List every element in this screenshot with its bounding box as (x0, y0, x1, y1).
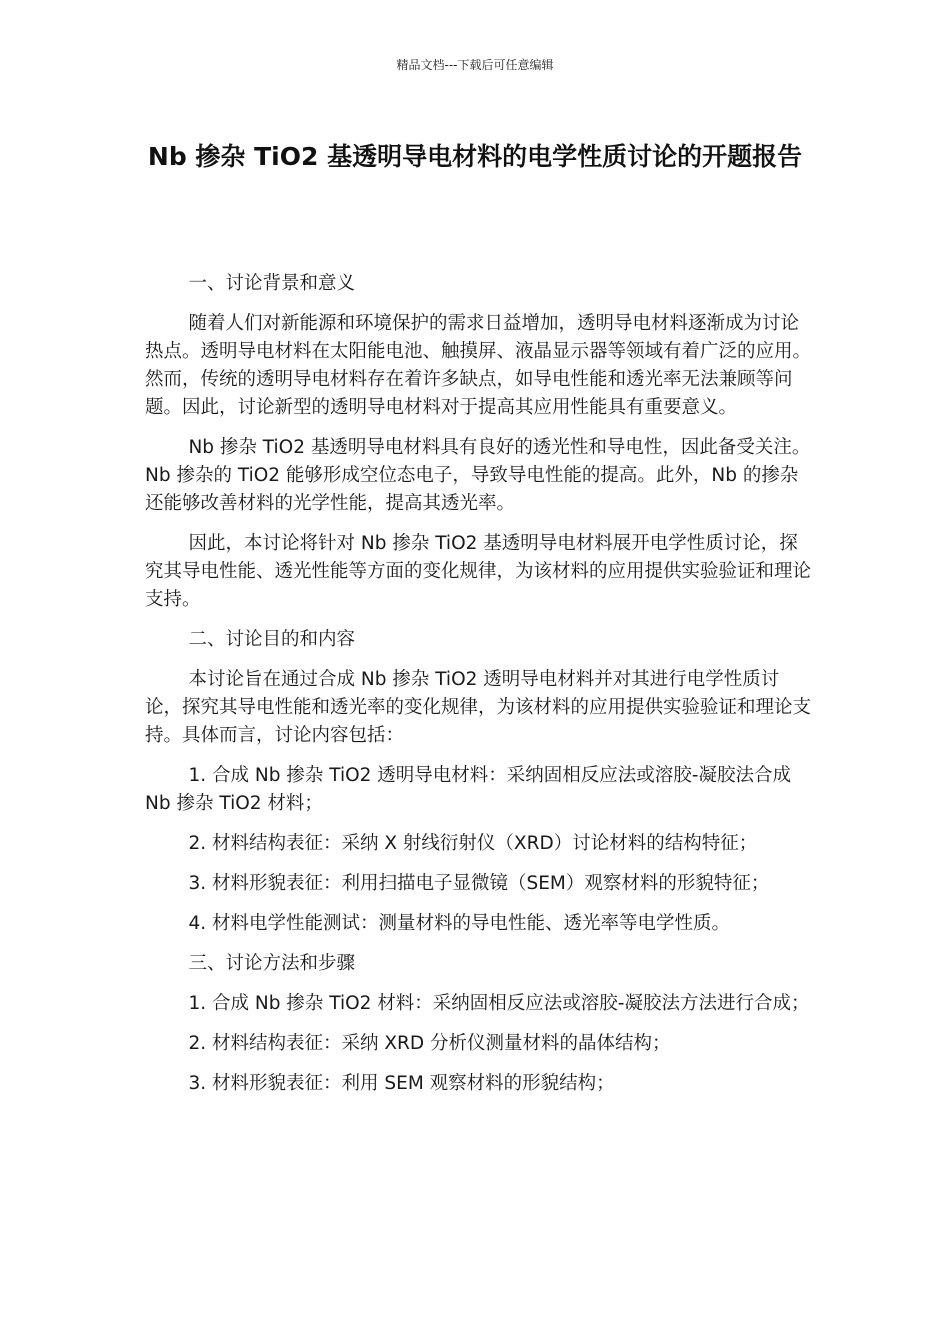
paragraph-background-3: 因此，本讨论将针对 Nb 掺杂 TiO2 基透明导电材料展开电学性质讨论，探究其导电性能、透光性能等方面的变化规律，为该材料的应用提供实验验证和理论支持。 (145, 533, 812, 610)
method-step-3: 3. 材料形貌表征：利用 SEM 观察材料的形貌结构； (188, 1073, 615, 1094)
paragraph-background-2: Nb 掺杂 TiO2 基透明导电材料具有良好的透光性和导电性，因此备受关注。Nb 掺杂的 TiO2 能够形成空位态电子，导致导电性能的提高。此外，Nb 的掺杂还能够改善材料的光学性能，提高其透光率。 (145, 437, 811, 514)
method-step-2: 2. 材料结构表征：采纳 XRD 分析仪测量材料的晶体结构； (188, 1033, 671, 1054)
section-heading-background: 一、讨论背景和意义 (188, 273, 355, 294)
method-step-1: 1. 合成 Nb 掺杂 TiO2 材料：采纳固相反应法或溶胶-凝胶法方法进行合成； (188, 993, 810, 1014)
page-header: 精品文档---下载后可任意编辑 (396, 58, 554, 72)
content-item-2: 2. 材料结构表征：采纳 X 射线衍射仪（XRD）讨论材料的结构特征； (188, 833, 758, 854)
content-item-1: 1. 合成 Nb 掺杂 TiO2 透明导电材料：采纳固相反应法或溶胶-凝胶法合成 Nb 掺杂 TiO2 材料； (145, 765, 791, 814)
document-title: Nb 掺杂 TiO2 基透明导电材料的电学性质讨论的开题报告 (147, 142, 803, 171)
paragraph-purpose: 本讨论旨在通过合成 Nb 掺杂 TiO2 透明导电材料并对其进行电学性质讨论，探究其导电性能和透光率的变化规律，为该材料的应用提供实验验证和理论支持。具体而言，讨论内容包括： (145, 669, 812, 746)
content-item-4: 4. 材料电学性能测试：测量材料的导电性能、透光率等电学性质。 (188, 913, 731, 934)
section-heading-purpose: 二、讨论目的和内容 (188, 629, 355, 650)
paragraph-background-1: 随着人们对新能源和环境保护的需求日益增加，透明导电材料逐渐成为讨论热点。透明导电材料在太阳能电池、触摸屏、液晶显示器等领域有着广泛的应用。然而，传统的透明导电材料存在着许多缺点，如导电性能和透光率无法兼顾等问题。因此，讨论新型的透明导电材料对于提高其应用性能具有重要意义。 (145, 313, 812, 418)
document-body (145, 270, 813, 1110)
content-item-3: 3. 材料形貌表征：利用扫描电子显微镜（SEM）观察材料的形貌特征； (188, 873, 770, 894)
section-heading-methods: 三、讨论方法和步骤 (188, 953, 355, 974)
